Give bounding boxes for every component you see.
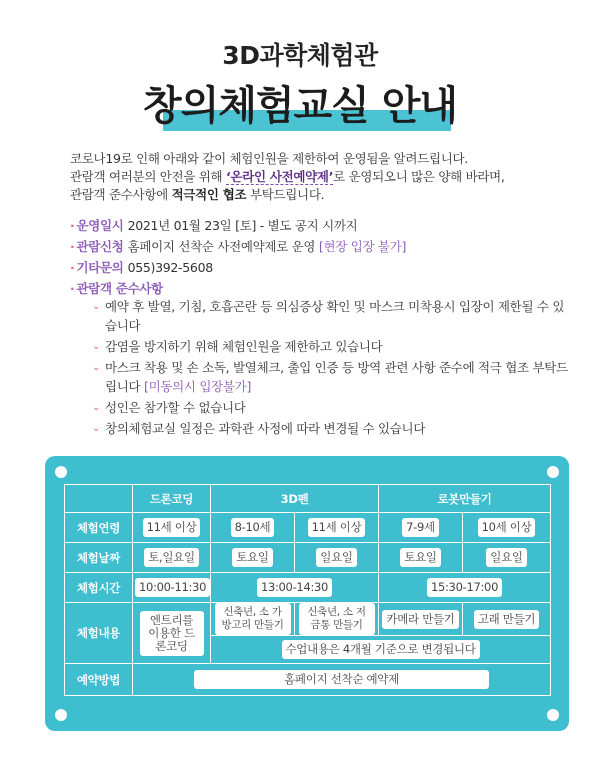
- bullet-dot-icon: ·: [70, 239, 75, 254]
- age-value: 8-10세: [231, 518, 275, 537]
- panel-hole-icon: [547, 466, 559, 478]
- table-cell: [211, 543, 295, 573]
- day-value: 일요일: [316, 548, 356, 567]
- intro-strong-text: 적극적인 협조: [171, 187, 247, 202]
- content-value: 엔트리를 이용한 드론코딩: [140, 611, 204, 656]
- content-value: 신축년, 소 저금통 만들기: [299, 603, 375, 635]
- table-cell: [133, 573, 211, 603]
- rule-note: [미동의시 입장불가]: [144, 379, 252, 394]
- info-value: 2021년 01월 23일 [토] - 별도 공지 시까지: [127, 218, 358, 233]
- day-value: 토,일요일: [144, 548, 199, 567]
- rule-text: 창의체험교실 일정은 과학관 사정에 따라 변경될 수 있습니다: [105, 421, 426, 436]
- table-cell: [133, 513, 211, 543]
- online-reservation-highlight: ‘온라인 사전예약제’: [226, 169, 334, 184]
- rule-item: [92, 358, 572, 396]
- table-cell: [379, 543, 463, 573]
- table-cell: [211, 636, 551, 664]
- program-header: 3D펜: [211, 485, 379, 513]
- table-cell: [295, 603, 379, 636]
- schedule-table: [64, 484, 551, 696]
- info-list: [70, 216, 570, 300]
- rule-item: [92, 398, 572, 417]
- panel-hole-icon: [55, 709, 67, 721]
- rule-text-with-note: [105, 358, 572, 396]
- table-row-content: [65, 603, 551, 636]
- table-cell: [133, 543, 211, 573]
- day-value: 토요일: [400, 548, 440, 567]
- table-row-age: [65, 513, 551, 543]
- bullet-dot-icon: ·: [70, 260, 75, 275]
- table-cell: [379, 573, 551, 603]
- program-header: 로봇만들기: [379, 485, 551, 513]
- contact-phone: 055)392-5608: [127, 260, 213, 275]
- content-note: 수업내용은 4개월 기준으로 변경됩니다: [282, 640, 480, 659]
- program-header: 드론코딩: [133, 485, 211, 513]
- chevron-down-icon: ⌄: [92, 341, 101, 352]
- time-value: 15:30-17:00: [427, 578, 502, 597]
- time-value: 13:00-14:30: [257, 578, 332, 597]
- intro-text: [70, 150, 570, 204]
- chevron-down-icon: ⌄: [92, 362, 101, 373]
- table-cell: [379, 603, 463, 636]
- panel-hole-icon: [547, 709, 559, 721]
- day-value: 토요일: [232, 548, 272, 567]
- rule-item: [92, 419, 572, 438]
- table-cell: [211, 573, 379, 603]
- info-item-rules: [70, 279, 570, 298]
- table-cell: [133, 664, 551, 696]
- table-cell: [463, 543, 551, 573]
- age-value: 11세 이상: [308, 518, 366, 537]
- page-subtitle: 3D과학체험관: [222, 41, 378, 70]
- chevron-down-icon: ⌄: [92, 301, 101, 312]
- info-label: 관람객 준수사항: [76, 281, 163, 296]
- intro-line-3-pre: 관람객 준수사항에: [70, 187, 172, 202]
- table-row-time: [65, 573, 551, 603]
- info-item-operation: [70, 216, 570, 235]
- age-value: 7-9세: [402, 518, 439, 537]
- day-value: 일요일: [486, 548, 526, 567]
- time-value: 10:00-11:30: [135, 578, 210, 597]
- age-value: 11세 이상: [143, 518, 201, 537]
- chevron-down-icon: ⌄: [92, 402, 101, 413]
- bullet-dot-icon: ·: [70, 218, 75, 233]
- intro-line-2-pre: 관람객 여러분의 안전을 위해: [70, 169, 226, 184]
- info-item-application: [70, 237, 570, 256]
- table-cell: [133, 603, 211, 664]
- content-value: 카메라 만들기: [382, 610, 458, 629]
- intro-line-3-post: 부탁드립니다.: [246, 187, 325, 202]
- row-label: 체험연령: [65, 513, 133, 543]
- rule-text: 성인은 참가할 수 없습니다: [105, 400, 246, 415]
- rule-text: 감염을 방지하기 위해 체험인원을 제한하고 있습니다: [105, 339, 383, 354]
- table-corner-cell: [65, 485, 133, 513]
- rule-text: 마스크 착용 및 손 소독, 발열체크, 출입 인증 등 방역 관련 사항 준수에 적극 협조 부탁드립니다: [105, 360, 568, 394]
- rule-text: 예약 후 발열, 기침, 호흡곤란 등 의심증상 확인 및 마스크 미착용시 입장이 제한될 수 있습니다: [105, 299, 565, 333]
- row-label: 체험날짜: [65, 543, 133, 573]
- table-cell: [211, 513, 295, 543]
- info-label: 기타문의: [76, 260, 124, 275]
- schedule-panel: [45, 456, 569, 731]
- info-label: 관람신청: [76, 239, 124, 254]
- row-label: 예약방법: [65, 664, 133, 696]
- panel-hole-icon: [55, 466, 67, 478]
- table-row-days: [65, 543, 551, 573]
- intro-line-2: [70, 168, 570, 186]
- row-label: 체험시간: [65, 573, 133, 603]
- content-value: 고래 만들기: [474, 610, 539, 629]
- table-header-row: [65, 485, 551, 513]
- table-cell: [211, 603, 295, 636]
- table-cell: [295, 513, 379, 543]
- age-value: 10세 이상: [478, 518, 536, 537]
- table-cell: [463, 513, 551, 543]
- intro-line-1: 코로나19로 인해 아래와 같이 체험인원을 제한하여 운영됨을 알려드립니다.: [70, 151, 468, 166]
- info-note: [현장 입장 불가]: [318, 239, 407, 254]
- content-value: 신축년, 소 가방고리 만들기: [215, 603, 291, 635]
- info-value: 홈페이지 선착순 사전예약제로 운영: [127, 239, 319, 254]
- bullet-dot-icon: ·: [70, 281, 75, 296]
- row-label: 체험내용: [65, 603, 133, 664]
- chevron-down-icon: ⌄: [92, 423, 101, 434]
- page-title: 창의체험교실 안내: [142, 83, 458, 129]
- title-block: [0, 74, 600, 138]
- table-cell: [463, 603, 551, 636]
- table-cell: [295, 543, 379, 573]
- table-cell: [379, 513, 463, 543]
- intro-line-2-post: 로 운영되오니 많은 양해 바라며,: [333, 169, 505, 184]
- info-item-contact: [70, 258, 570, 277]
- rules-list: [92, 297, 572, 440]
- rule-item: [92, 297, 572, 335]
- intro-line-3: [70, 186, 570, 204]
- table-row-reservation: [65, 664, 551, 696]
- rule-item: [92, 337, 572, 356]
- reservation-value: 홈페이지 선착순 예약제: [194, 670, 489, 689]
- info-label: 운영일시: [76, 218, 124, 233]
